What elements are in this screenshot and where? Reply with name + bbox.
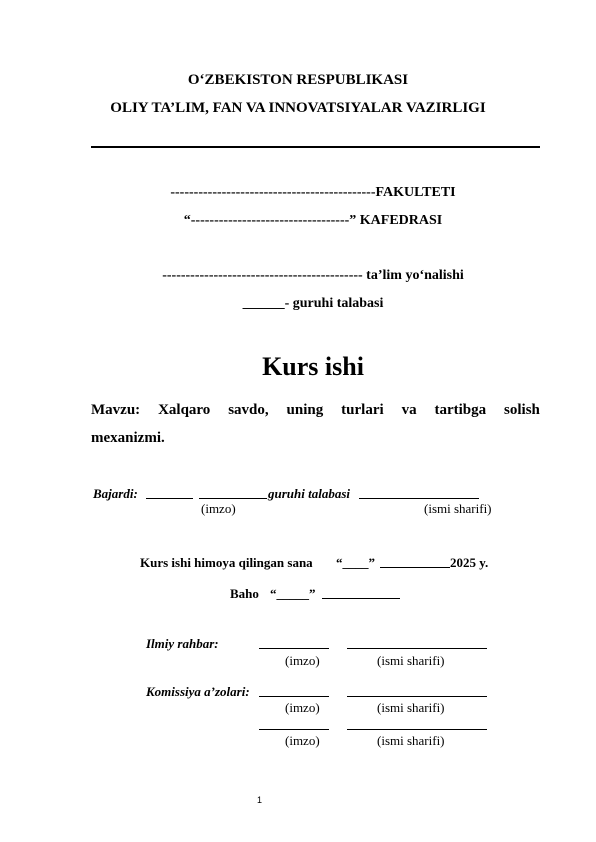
topic-line-1 — [91, 402, 540, 419]
header-divider — [91, 146, 540, 148]
grade-blank — [322, 598, 400, 599]
performer-blank-1 — [146, 498, 193, 499]
topic-word: tartibga — [434, 402, 487, 418]
performer-label: Bajardi: — [93, 486, 138, 501]
performer-name-blank — [359, 498, 479, 499]
performer-group-label: guruhi talabasi — [268, 486, 351, 501]
topic-word: savdo, — [228, 402, 269, 418]
page-number: 1 — [257, 795, 263, 805]
document-title: Kurs ishi — [262, 352, 364, 381]
supervisor-sign-caption: (imzo) — [285, 653, 320, 668]
direction-line: ------------------------------------------- ta’lim yo‘nalishi — [162, 268, 464, 283]
topic-word: Mavzu: — [91, 402, 141, 418]
supervisor-name-caption: (ismi sharifi) — [377, 653, 445, 668]
topic-word: turlari — [341, 402, 384, 418]
grade-label: Baho — [230, 586, 259, 601]
topic-line-2: mexanizmi. — [91, 430, 165, 446]
supervisor-name-line — [347, 648, 487, 649]
department-line: “----------------------------------” KAFEDRASI — [183, 213, 443, 228]
performer-name-caption: (ismi sharifi) — [424, 501, 492, 516]
commission-sign-line-1 — [259, 696, 329, 697]
defense-month-blank — [380, 567, 450, 568]
commission-sign-caption-1: (imzo) — [285, 700, 320, 715]
group-line: ______- guruhi talabasi — [242, 296, 384, 311]
commission-sign-caption-2: (imzo) — [285, 733, 320, 748]
commission-name-caption-2: (ismi sharifi) — [377, 733, 445, 748]
commission-name-caption-1: (ismi sharifi) — [377, 700, 445, 715]
commission-name-line-2 — [347, 729, 487, 730]
topic-word: Xalqaro — [158, 402, 211, 418]
supervisor-label: Ilmiy rahbar: — [146, 636, 219, 651]
ministry-heading: OLIY TA’LIM, FAN VA INNOVATSIYALAR VAZIRLIGI — [110, 100, 486, 116]
commission-label: Komissiya a’zolari: — [146, 684, 250, 699]
commission-name-line-1 — [347, 696, 487, 697]
topic-word: va — [401, 402, 417, 418]
defense-text: Kurs ishi himoya qilingan sana — [140, 555, 313, 570]
defense-year: 2025 y. — [450, 555, 489, 570]
grade-value: “_____” — [270, 586, 316, 601]
performer-blank-2 — [199, 498, 267, 499]
republic-heading: O‘ZBEKISTON RESPUBLIKASI — [187, 72, 409, 88]
commission-sign-line-2 — [259, 729, 329, 730]
supervisor-sign-line — [259, 648, 329, 649]
defense-day: “____” — [336, 555, 375, 570]
performer-sign-caption: (imzo) — [201, 501, 236, 516]
topic-word: solish — [504, 402, 540, 418]
topic-word: uning — [286, 402, 324, 418]
faculty-line: --------------------------------------------FAKULTETI — [170, 185, 456, 200]
